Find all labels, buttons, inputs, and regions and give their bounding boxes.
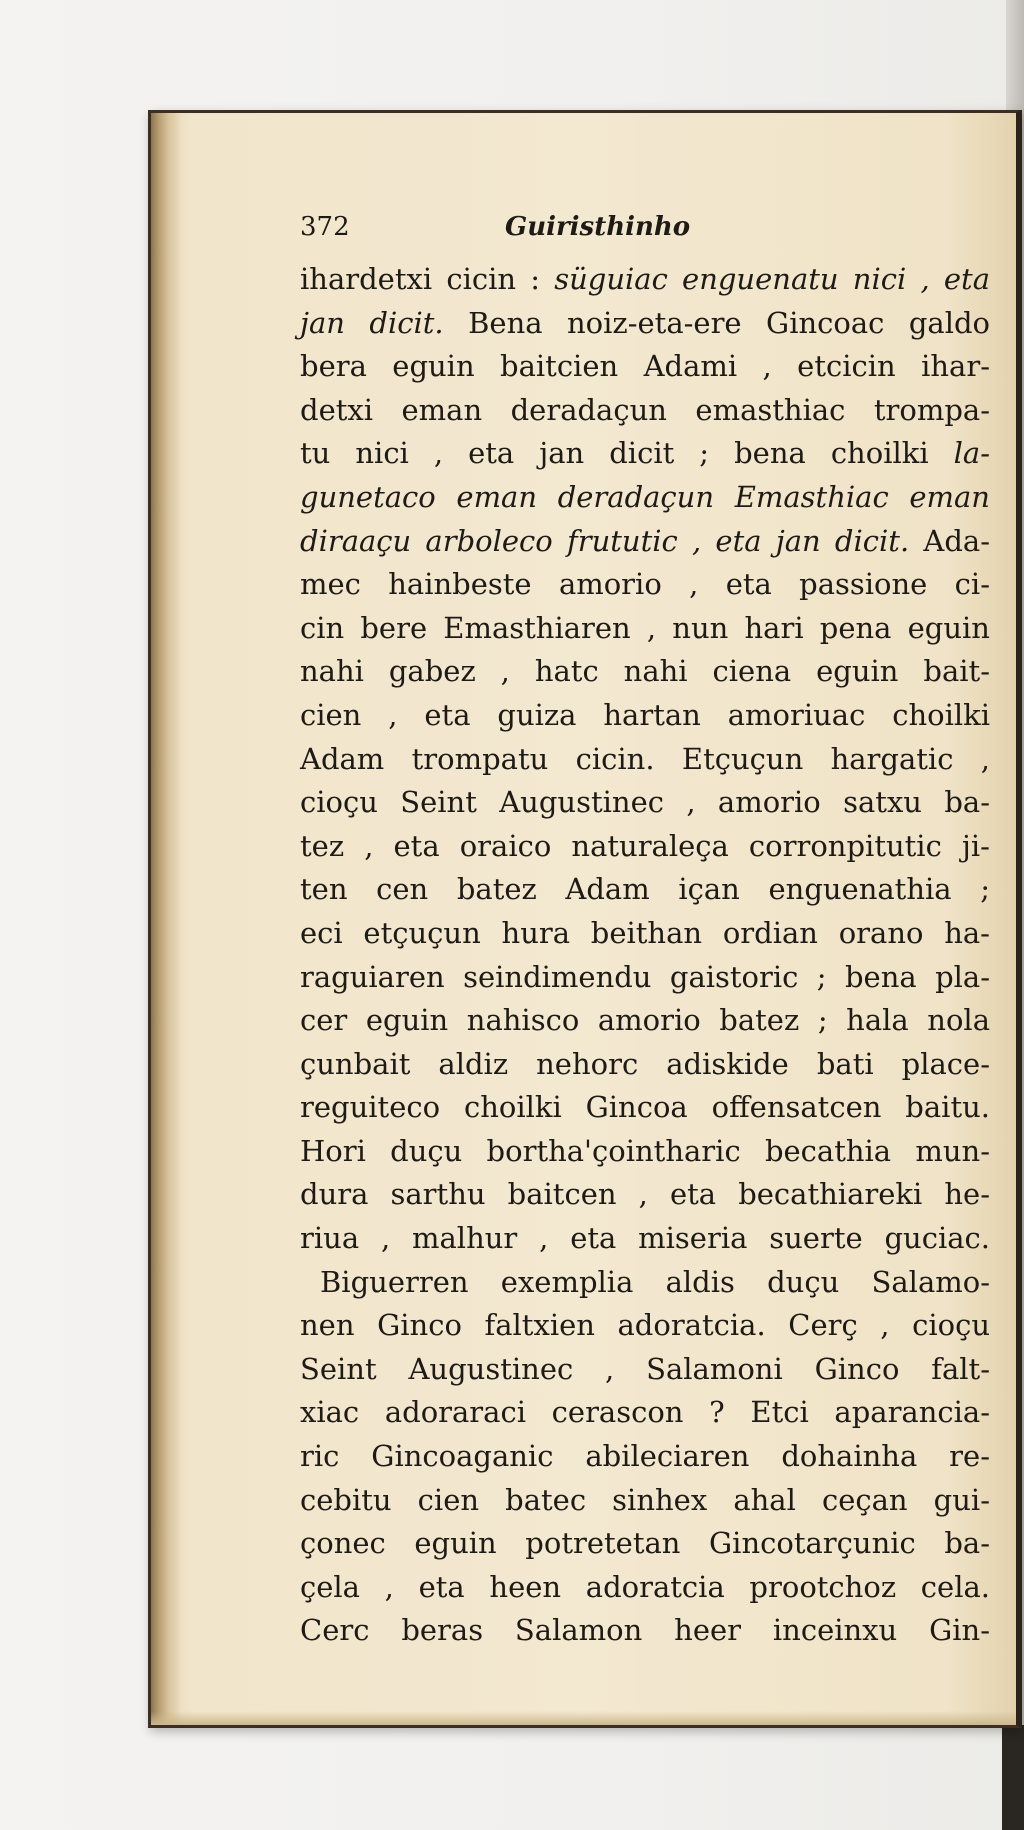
text-span: Adam trompatu cicin. Etçuçun hargatic , <box>300 741 990 776</box>
text-line <box>300 258 990 302</box>
text-line <box>300 999 990 1043</box>
text-line <box>300 1391 990 1435</box>
text-line <box>300 694 990 738</box>
text-span: nen Ginco faltxien adoratcia. Cerç , cioçu <box>300 1308 990 1343</box>
text-span: riua , malhur , eta miseria suerte guciac. <box>300 1221 990 1256</box>
text-line <box>300 1435 990 1479</box>
text-span: mec hainbeste amorio , eta passione ci- <box>300 567 990 602</box>
page-text <box>150 212 996 1653</box>
text-span: tu nici , eta jan dicit ; bena choilki <box>300 436 954 471</box>
text-span: Bena noiz-eta-ere Gincoac galdo <box>443 305 991 340</box>
text-span: cer eguin nahisco amorio batez ; hala nola <box>300 1003 990 1038</box>
text-line <box>300 563 990 607</box>
text-span: çunbait aldiz nehorc adiskide bati place- <box>300 1046 990 1081</box>
text-line <box>300 912 990 956</box>
running-header <box>150 212 996 258</box>
text-span: cien , eta guiza hartan amoriuac choilki <box>300 697 990 732</box>
text-span: Biguerren exemplia aldis duçu Salamo- <box>320 1264 990 1299</box>
text-line <box>300 868 990 912</box>
page-number: 372 <box>300 212 350 242</box>
text-line <box>300 1043 990 1087</box>
text-line <box>300 738 990 782</box>
text-line <box>300 1086 990 1130</box>
text-line <box>300 520 990 564</box>
text-span: Ada- <box>909 523 990 558</box>
text-span: cin bere Emasthiaren , nun hari pena eguin <box>300 610 990 645</box>
text-span: dura sarthu baitcen , eta becathiareki he- <box>300 1177 990 1212</box>
text-span: çonec eguin potretetan Gincotarçunic ba- <box>300 1526 990 1561</box>
text-line <box>300 1609 990 1653</box>
text-span: ric Gincoaganic abileciaren dohainha re- <box>300 1439 990 1474</box>
body-lines <box>150 258 996 1653</box>
text-span: nahi gabez , hatc nahi ciena eguin bait- <box>300 654 990 689</box>
binding-shadow <box>1002 1725 1024 1830</box>
italic-text-span: la- <box>953 436 990 471</box>
text-span: eci etçuçun hura beithan ordian orano ha- <box>300 915 990 950</box>
text-span: tez , eta oraico naturaleça corronpitutic ji- <box>300 828 990 863</box>
text-line <box>300 1217 990 1261</box>
italic-text-span: diraaçu arboleco frututic , eta jan dicit. <box>300 523 910 558</box>
text-span: raguiaren seindimendu gaistoric ; bena pla- <box>300 959 990 994</box>
text-span: Hori duçu bortha'çointharic becathia mun- <box>300 1133 990 1168</box>
text-span: Cerc beras Salamon heer inceinxu Gin- <box>300 1613 990 1648</box>
running-title: Guiristhinho <box>505 212 691 242</box>
text-line <box>300 389 990 433</box>
text-line <box>300 1261 990 1305</box>
italic-text-span: süguiac enguenatu nici , eta <box>554 262 990 296</box>
text-span: Seint Augustinec , Salamoni Ginco falt- <box>300 1351 990 1386</box>
text-span: reguiteco choilki Gincoa offensatcen baitu. <box>300 1090 990 1125</box>
text-line <box>300 1348 990 1392</box>
italic-text-span: gunetaco eman deradaçun Emasthiac eman <box>300 479 990 514</box>
text-line <box>300 302 990 346</box>
italic-text-span: jan dicit. <box>300 305 444 340</box>
text-span: ihardetxi cicin : <box>300 262 555 296</box>
text-line <box>300 781 990 825</box>
text-line <box>300 1304 990 1348</box>
text-line <box>300 1173 990 1217</box>
text-span: çela , eta heen adoratcia prootchoz cela. <box>300 1569 990 1604</box>
text-line <box>300 650 990 694</box>
text-span: cebitu cien batec sinhex ahal ceçan gui- <box>300 1482 990 1517</box>
text-span: xiac adoraraci cerascon ? Etci aparancia- <box>300 1395 990 1430</box>
text-line <box>300 1522 990 1566</box>
text-line <box>300 1566 990 1610</box>
text-line <box>300 476 990 520</box>
text-line <box>300 345 990 389</box>
text-span: ten cen batez Adam içan enguenathia ; <box>300 872 990 907</box>
text-line <box>300 1479 990 1523</box>
text-line <box>300 1130 990 1174</box>
page-foot-edge <box>151 1711 1016 1725</box>
text-span: bera eguin baitcien Adami , etcicin ihar- <box>300 349 990 384</box>
text-line <box>300 956 990 1000</box>
text-line <box>300 432 990 476</box>
text-span: detxi eman deradaçun emasthiac trompa- <box>300 392 990 427</box>
text-line <box>300 607 990 651</box>
text-span: cioçu Seint Augustinec , amorio satxu ba- <box>300 785 990 820</box>
text-line <box>300 825 990 869</box>
